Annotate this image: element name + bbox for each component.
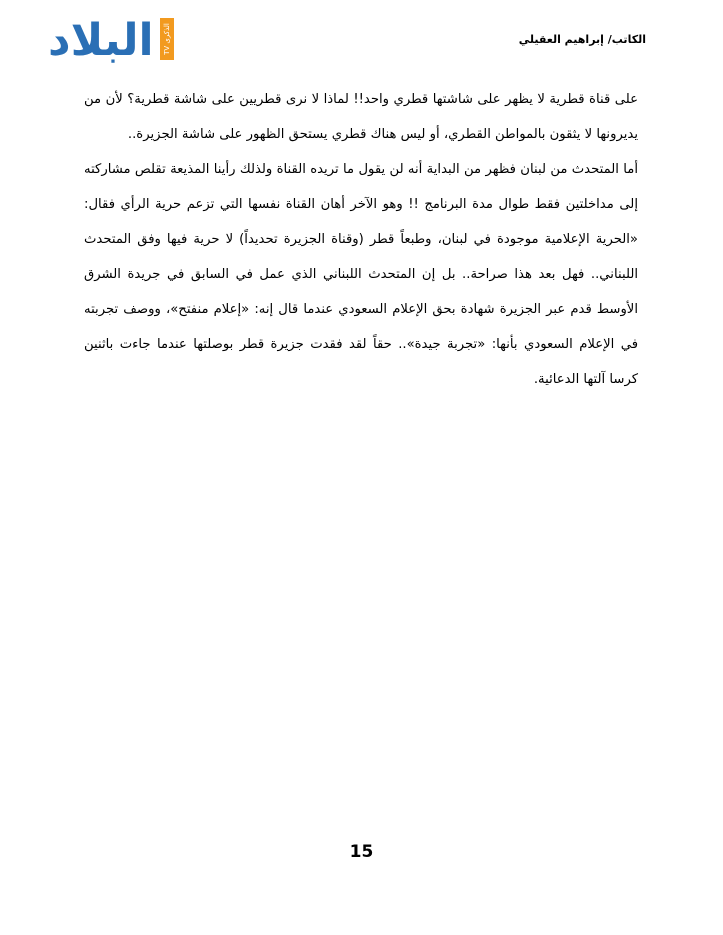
- logo-tag-text: TV الذكرى: [163, 23, 171, 55]
- paragraph-2: أما المتحدث من لبنان فظهر من البداية أنه لن يقول ما تريده القناة ولذلك رأينا المذيعة تقلص مشاركته إلى مداخلتين فقط طوال مدة البرنامج !! وهو الآخر أهان القناة نفسها التي تزعم حرية الرأي فقال: «الحرية الإعلامية موجودة في لبنان، وطبعاً قطر (وقناة الجزيرة تحديداً) لا حرية فيها وفق المتحدث اللبناني.. فهل بعد هذا صراحة.. بل إن المتحدث اللبناني الذي عمل في السابق في جريدة الشرق الأوسط قدم عبر الجزيرة شهادة بحق الإعلام السعودي عندما قال إنه: «إعلام منفتح»، ووصف تجربته في الإعلام السعودي بأنها: «تجربة جيدة».. حقاً لقد فقدت جزيرة قطر بوصلتها عندما جاءت باثنين كرسا آلتها الدعائية.: [84, 162, 638, 387]
- brand-logo: [48, 16, 178, 66]
- logo-tv-tag: [160, 18, 174, 60]
- page-number: 15: [349, 842, 374, 862]
- article-body: [84, 82, 638, 397]
- paragraph-1: على قناة قطرية لا يظهر على شاشتها قطري واحد!! لماذا لا نرى قطريين على شاشة قطرية؟ لأن من يديرونها لا يثقون بالمواطن القطري، أو ليس هناك قطري يستحق الظهور على شاشة الجزيرة..: [84, 92, 638, 142]
- logo-wordmark: البلاد: [48, 15, 154, 66]
- author-line: الكاتب/ إبراهيم العقيلي: [518, 33, 646, 46]
